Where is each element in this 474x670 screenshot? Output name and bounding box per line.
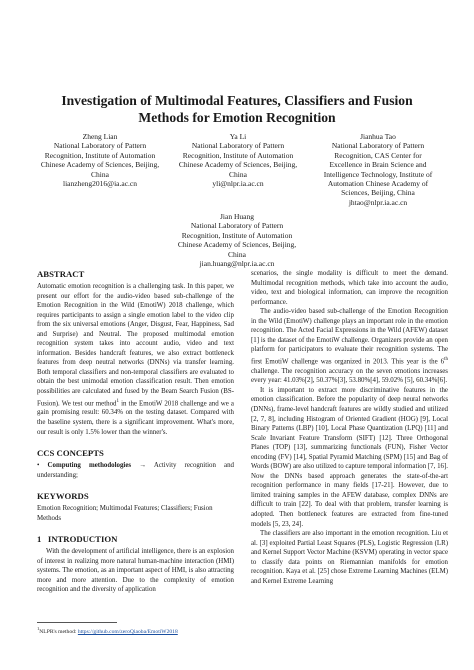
footnote: $^1$NLPR's method: https://github.com/zeroQiaoba/EmotiW2018 bbox=[37, 626, 178, 635]
author-affiliation: Chinese Academy of Sciences, Beijing, bbox=[40, 160, 160, 170]
footnote-link[interactable]: https://github.com/zeroQiaoba/EmotiW2018 bbox=[77, 628, 178, 635]
author-name: Zheng Lian bbox=[82, 132, 118, 141]
abstract-text: Automatic emotion recognition is a challenging task. In this paper, we present our effort for the audio-video based sub-challenge of the Emotion Recognition in the Wild (EmotiW) 2018 challenge, which requires participants to assign a single emotion label to the video clip from the six universal emotions (Anger, Disgust, Fear, Happiness, Sad and Surprise) and Neutral. The proposed multimodal emotion recognition system takes into account audio, video and text information. Besides handcraft features, we also extract bottleneck features from deep neutral networks (DNNs) via transfer learning. Both temporal classifiers and non-temporal classifiers are evaluated to obtain the best unimodal emotion classification result. Then emotion possibilities are calculated and fused by the Beam Search Fusion (BS-Fusion). We test our method$^1$ in the EmotiW 2018 challenge and we a gain promising result: 60.34% on the testing dataset. Compared with the baseline system, there is a significant improvement. What's more, our result is only 1.5% lower than the winner's. bbox=[37, 283, 234, 436]
keywords-heading: KEYWORDS bbox=[37, 491, 89, 502]
author-affiliation: Chinese Academy of Sciences, Beijing, bbox=[178, 160, 298, 170]
author-affiliation: National Laboratory of Pattern bbox=[53, 141, 147, 151]
right-column bbox=[251, 269, 448, 586]
author-affiliation: Sciences, Beijing, China bbox=[341, 188, 415, 198]
author-block-jianhua-tao bbox=[308, 132, 448, 207]
left-column bbox=[37, 269, 234, 595]
title-line-1: Investigation of Multimodal Features, Classifiers and Fusion bbox=[61, 93, 413, 108]
author-affiliation: China bbox=[228, 249, 246, 259]
paragraph: It is important to extract more discriminative features in the emotion classification. Before the popularity of deep neural networks (DNNs), frame-level handcraft features are wildly studied and utilized [2, 7, 8], including Histogram of Oriented Gradient (HOG) [9], Local Binary Patterns (LBP) [10], Local Phase Quantization (LPQ) [11] and Scale Invariant Feature Transform (SIFT) [12]. Three Orthogonal Planes (TOP) [13], summarizing functionals (FUN), Fisher Vector encoding (FV) [14], Spatial Pyramid Matching (SPM) [15] and Bag of Words (BOW) are also utilized to capture temporal information [7, 16]. Now the DNNs based approach generates the state-of-the-art recognition performance in many fields [17-21]. However, due to limited training samples in the AFEW database, complex DNNs are difficult to train [22]. To deal with that problem, transfer learning is adopted. Then bottleneck features are extracted from fine-tuned models [5, 23, 24]. bbox=[251, 386, 448, 528]
title-line-2: Methods for Emotion Recognition bbox=[138, 110, 336, 125]
author-affiliation: National Laboratory of Pattern bbox=[331, 141, 425, 151]
paper-title bbox=[20, 92, 454, 126]
introduction-heading: 1 INTRODUCTION bbox=[37, 534, 118, 545]
author-email: jhtao@nlpr.ia.ac.cn bbox=[348, 197, 408, 207]
author-email: yli@nlpr.ia.ac.cn bbox=[212, 179, 264, 189]
author-affiliation: Automation Chinese Academy of bbox=[327, 179, 429, 189]
author-affiliation: China bbox=[229, 169, 247, 179]
author-block-ya-li bbox=[168, 132, 308, 188]
author-block-jian-huang bbox=[167, 212, 307, 268]
author-name: Jian Huang bbox=[220, 212, 254, 221]
author-affiliation: Recognition, Institute of Automation bbox=[182, 150, 294, 160]
author-affiliation: Intelligence Technology, Institute of bbox=[323, 169, 433, 179]
author-affiliation: Recognition, Institute of Automation bbox=[181, 230, 293, 240]
ccs-text: • Computing methodologies → Activity recognition and understanding; bbox=[37, 462, 235, 479]
author-affiliation: Recognition, Institute of Automation bbox=[44, 150, 156, 160]
introduction-text: With the development of artificial intelligence, there is an explosion of interest in realizing more natural human-machine interaction (HMI) systems. The emotion, as an important aspect of HMI, is also attracting more and more attention. Due to the complexity of emotion recognition and the diversity of application bbox=[37, 548, 234, 594]
author-affiliation: China bbox=[91, 169, 109, 179]
paragraph: The classifiers are also important in the emotion recognition. Liu et al. [3] exploited Partial Least Squares (PLS), Logistic Regression (LR) and Kernel Support Vector Machine (KSVM) operating in vector space to classify data points on Riemannian manifolds for emotion recognition. Kaya et al. [25] chose Extreme Learning Machines (ELM) and Kernel Extreme Learning bbox=[251, 530, 448, 585]
author-affiliation: Chinese Academy of Sciences, Beijing, bbox=[177, 240, 297, 250]
author-name: Jianhua Tao bbox=[360, 132, 396, 141]
author-affiliation: National Laboratory of Pattern bbox=[191, 141, 285, 151]
footnote-rule bbox=[37, 622, 117, 623]
ccs-heading: CCS CONCEPTS bbox=[37, 448, 104, 459]
author-email: lianzheng2016@ia.ac.cn bbox=[63, 179, 137, 189]
author-affiliation: National Laboratory of Pattern bbox=[190, 221, 284, 231]
abstract-heading: ABSTRACT bbox=[37, 269, 85, 279]
author-block-zheng-lian bbox=[30, 132, 170, 188]
paragraph: scenarios, the single modality is difficult to meet the demand. Multimodal recognition methods, which take into account the audio, video, text and biological information, can improve the recognition performance. bbox=[251, 270, 448, 306]
paragraph: The audio-video based sub-challenge of the Emotion Recognition in the Wild (EmotiW) challenge plays an important role in the emotion recognition. The Acted Facial Expressions in the Wild (AFEW) dataset [1] is the dataset of the EmotiW challenge. Organizers provide an open platform for participators to evaluate their recognition systems. The first EmotiW challenge was organized in 2013. This year is the 6th challenge. The recognition accuracy on the seven emotions increases every year: 41.03%[2], 50.37%[3], 53.80%[4], 59.02% [5], 60.34%[6]. bbox=[251, 308, 448, 385]
keywords-text: Emotion Recognition; Multimodal Features; Classifiers; Fusion Methods bbox=[37, 505, 213, 522]
author-affiliation: Excellence in Brain Science and bbox=[329, 160, 427, 170]
author-affiliation: Recognition, CAS Center for bbox=[334, 150, 422, 160]
author-name: Ya Li bbox=[229, 132, 247, 141]
author-email: jian.huang@nlpr.ia.ac.cn bbox=[199, 259, 275, 269]
